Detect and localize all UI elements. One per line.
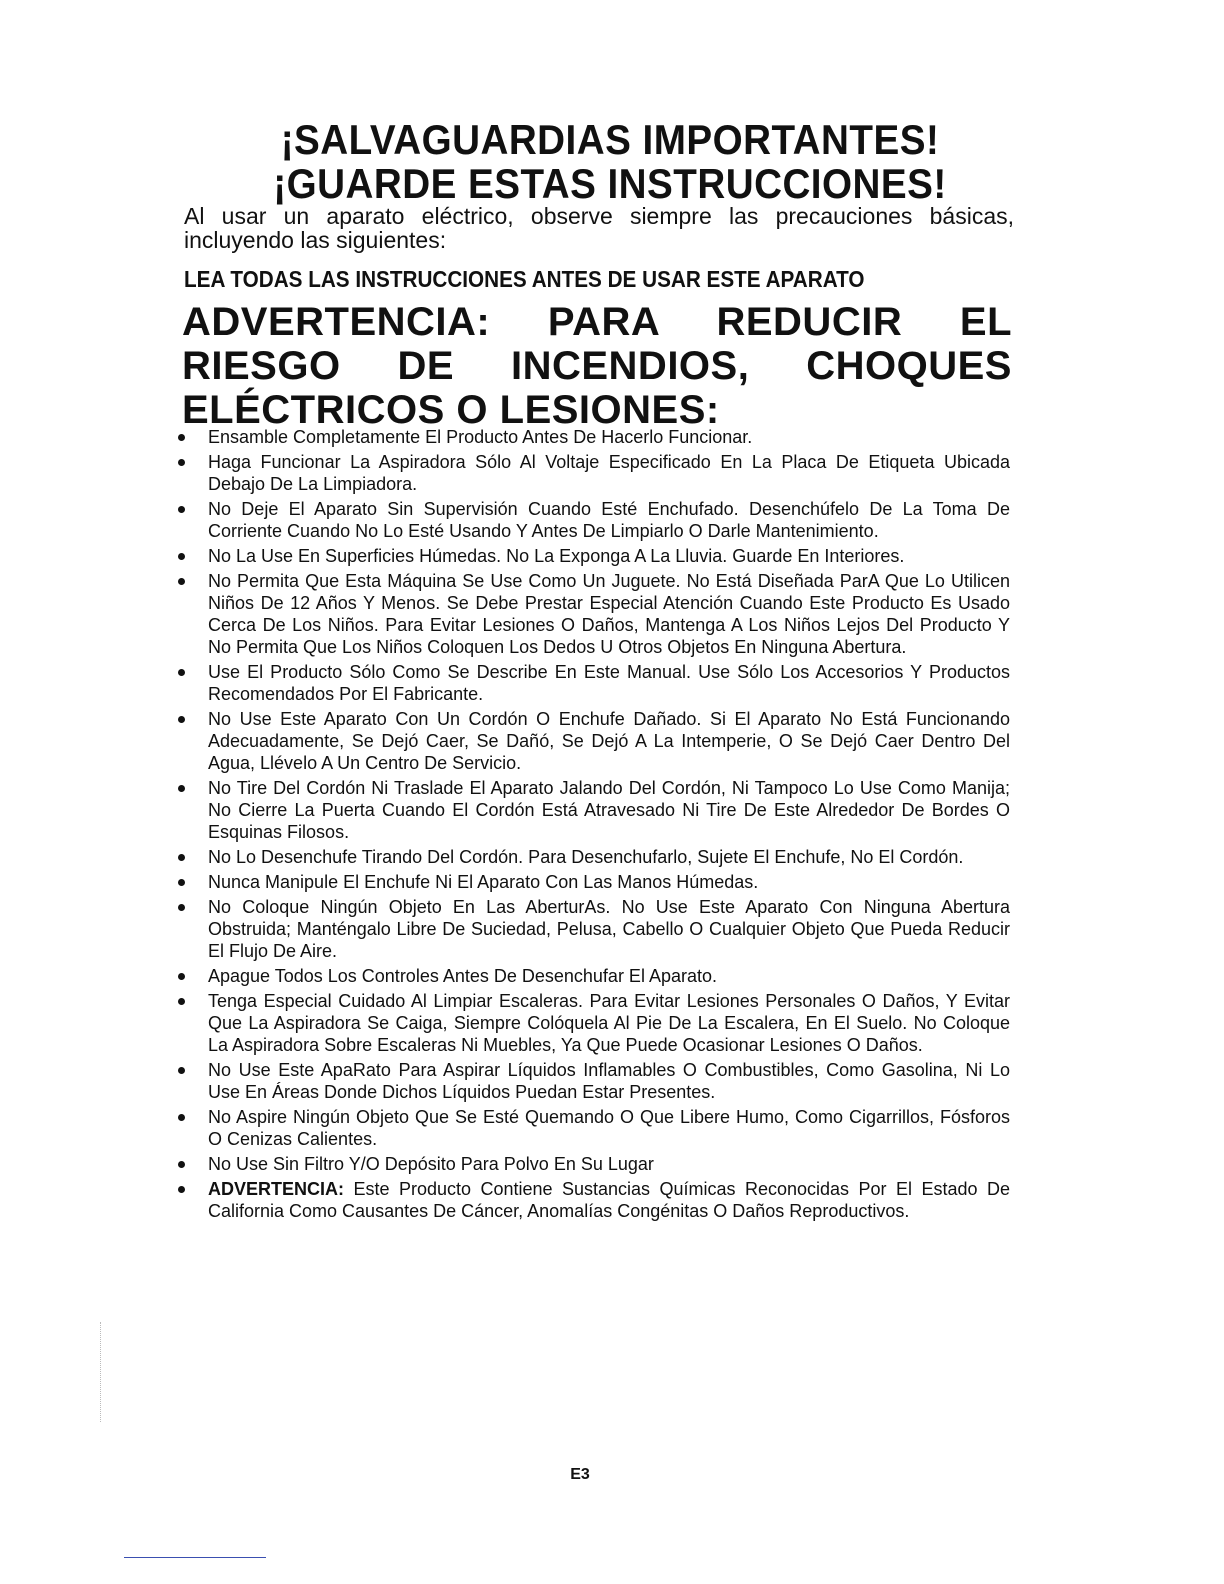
bullet-text: No La Use En Superficies Húmedas. No La Exponga A La Lluvia. Guarde En Interiores.: [208, 546, 905, 566]
bullet-icon: [178, 998, 185, 1005]
bullet-icon: [178, 854, 185, 861]
bullet-text: Tenga Especial Cuidado Al Limpiar Escaleras. Para Evitar Lesiones Personales O Daños, Y Evitar Que La Aspiradora Se Caiga, Siempre Colóquela Al Pie De La Escalera, En El Suelo. No Coloque La Aspiradora Sobre Escaleras Ni Muebles, Ya Que Puede Ocasionar Lesiones O Daños.: [208, 991, 1010, 1055]
bullet-icon: [178, 1067, 185, 1074]
bullet-icon: [178, 1186, 185, 1193]
scan-margin-artifact: [100, 1322, 102, 1422]
read-all-instructions-heading: LEA TODAS LAS INSTRUCCIONES ANTES DE USAR ESTE APARATO: [184, 266, 865, 292]
bullet-item: [176, 990, 1010, 1056]
bullet-text: Use El Producto Sólo Como Se Describe En Este Manual. Use Sólo Los Accesorios Y Productos Recomendados Por El Fabricante.: [208, 662, 1010, 704]
bullet-item: [176, 498, 1010, 542]
bullet-text: No Use Este Aparato Con Un Cordón O Enchufe Dañado. Si El Aparato No Está Funcionando Adecuadamente, Se Dejó Caer, Se Dañó, Se Dejó A La Intemperie, O Se Dejó Caer Dentro Del Agua, Llévelo A Un Centro De Servicio.: [208, 709, 1010, 773]
intro-paragraph: Al usar un aparato eléctrico, observe siempre las precauciones básicas, incluyendo las siguientes:: [184, 203, 1014, 253]
bullet-item: [176, 708, 1010, 774]
safety-bullet-list: [176, 426, 1010, 1225]
bullet-item: [176, 1153, 1010, 1175]
bullet-item: [176, 896, 1010, 962]
bullet-icon: [178, 1114, 185, 1121]
page-title-line-1: ¡SALVAGUARDIAS IMPORTANTES!: [280, 116, 940, 163]
bullet-text: Apague Todos Los Controles Antes De Desenchufar El Aparato.: [208, 966, 717, 986]
bullet-text: No Lo Desenchufe Tirando Del Cordón. Para Desenchufarlo, Sujete El Enchufe, No El Cordón.: [208, 847, 964, 867]
bullet-icon: [178, 669, 185, 676]
bullet-icon: [178, 973, 185, 980]
footer-line: [124, 1557, 266, 1558]
bullet-text: No Use Sin Filtro Y/O Depósito Para Polvo En Su Lugar: [208, 1154, 654, 1174]
bullet-item: [176, 426, 1010, 448]
bullet-item: [176, 451, 1010, 495]
page-number: E3: [570, 1466, 590, 1483]
warning-label: ADVERTENCIA:: [208, 1179, 345, 1199]
bullet-item-warning: [176, 1178, 1010, 1222]
bullet-text: Haga Funcionar La Aspiradora Sólo Al Voltaje Especificado En La Placa De Etiqueta Ubicada Debajo De La Limpiadora.: [208, 452, 1010, 494]
bullet-icon: [178, 434, 185, 441]
bullet-text: No Coloque Ningún Objeto En Las AberturAs. No Use Este Aparato Con Ninguna Abertura Obstruida; Manténgalo Libre De Suciedad, Pelusa, Cabello O Cualquier Objeto Que Pueda Reducir El Flujo De Aire.: [208, 897, 1010, 961]
bullet-item: [176, 1106, 1010, 1150]
bullet-icon: [178, 716, 185, 723]
bullet-icon: [178, 506, 185, 513]
bullet-item: [176, 1059, 1010, 1103]
bullet-text: Ensamble Completamente El Producto Antes De Hacerlo Funcionar.: [208, 427, 753, 447]
bullet-item: [176, 661, 1010, 705]
bullet-icon: [178, 904, 185, 911]
page-title-line-2: ¡GUARDE ESTAS INSTRUCCIONES!: [273, 160, 947, 207]
bullet-icon: [178, 1161, 185, 1168]
bullet-icon: [178, 553, 185, 560]
bullet-text: No Deje El Aparato Sin Supervisión Cuando Esté Enchufado. Desenchúfelo De La Toma De Corriente Cuando No Lo Esté Usando Y Antes De Limpiarlo O Darle Mantenimiento.: [208, 499, 1010, 541]
bullet-text: No Tire Del Cordón Ni Traslade El Aparato Jalando Del Cordón, Ni Tampoco Lo Use Como Manija; No Cierre La Puerta Cuando El Cordón Está Atravesado Ni Tire De Este Alrededor De Bordes O Esquinas Filosos.: [208, 778, 1010, 842]
bullet-text: Este Producto Contiene Sustancias Químicas Reconocidas Por El Estado De California Como Causantes De Cáncer, Anomalías Congénitas O Daños Reproductivos.: [208, 1179, 1010, 1221]
bullet-text: No Permita Que Esta Máquina Se Use Como Un Juguete. No Está Diseñada ParA Que Lo Utilicen Niños De 12 Años Y Menos. Se Debe Prestar Especial Atención Cuando Este Producto Es Usado Cerca De Los Niños. Para Evitar Lesiones O Daños, Mantenga A Los Niños Lejos Del Producto Y No Permita Que Los Niños Coloquen Los Dedos U Otros Objetos En Ninguna Abertura.: [208, 571, 1010, 657]
bullet-item: [176, 871, 1010, 893]
bullet-text: No Use Este ApaRato Para Aspirar Líquidos Inflamables O Combustibles, Como Gasolina, Ni Lo Use En Áreas Donde Dichos Líquidos Puedan Estar Presentes.: [208, 1060, 1010, 1102]
bullet-item: [176, 846, 1010, 868]
bullet-item: [176, 777, 1010, 843]
bullet-item: [176, 570, 1010, 658]
bullet-icon: [178, 459, 185, 466]
bullet-text: Nunca Manipule El Enchufe Ni El Aparato Con Las Manos Húmedas.: [208, 872, 759, 892]
bullet-item: [176, 545, 1010, 567]
warning-heading: ADVERTENCIA: PARA REDUCIR EL RIESGO DE INCENDIOS, CHOQUES ELÉCTRICOS O LESIONES:: [182, 300, 1012, 432]
bullet-icon: [178, 879, 185, 886]
bullet-icon: [178, 785, 185, 792]
bullet-text: No Aspire Ningún Objeto Que Se Esté Quemando O Que Libere Humo, Como Cigarrillos, Fósforos O Cenizas Calientes.: [208, 1107, 1010, 1149]
bullet-icon: [178, 578, 185, 585]
bullet-item: [176, 965, 1010, 987]
